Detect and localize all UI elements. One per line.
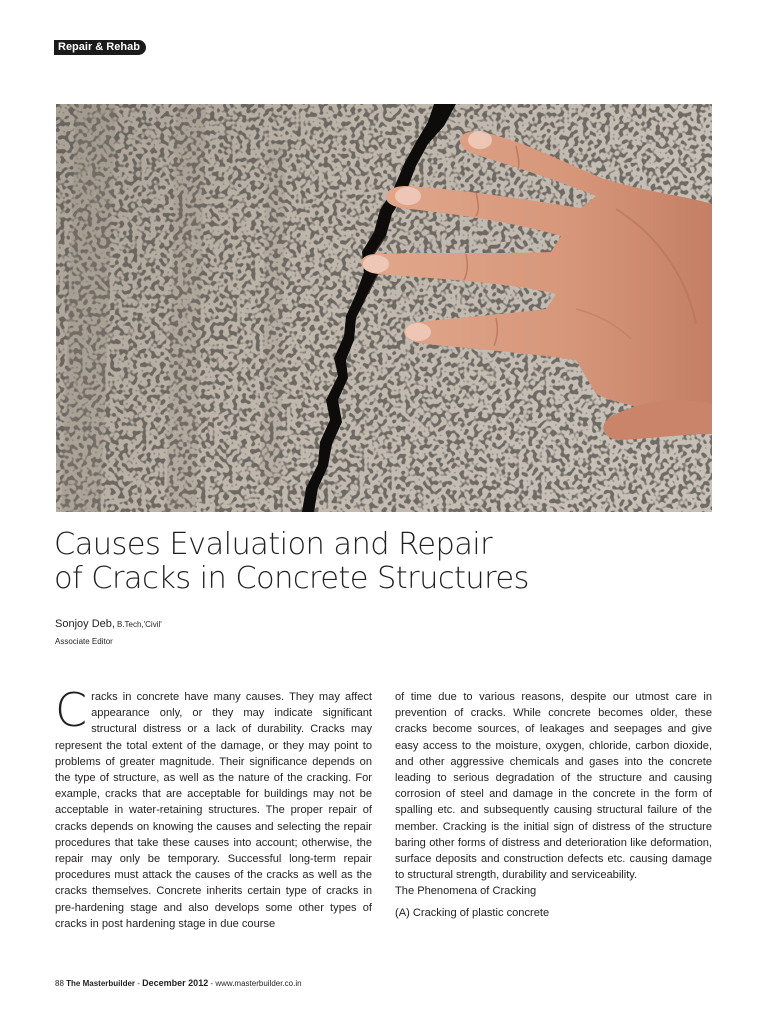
section-tag: Repair & Rehab	[54, 40, 146, 55]
title-line-1: Causes Evaluation and Repair	[54, 527, 493, 562]
page-number: 88	[55, 979, 64, 988]
sub-subheading: (A) Cracking of plastic concrete	[395, 906, 550, 919]
body-column-left	[55, 683, 372, 932]
footer-separator: -	[208, 979, 216, 988]
article-title	[54, 528, 714, 596]
continued-paragraph: of time due to various reasons, despite our utmost care in prevention of cracks. While concrete becomes older, these cracks become sources, of leakages and seepages and give easy access to the moisture, oxygen, chloride, carbon dioxide, and other aggressive chemicals and gases into the concrete leading to serious degradation of the structure and causing corrosion of steel and damage in the concrete in the form of spalling etc. and subsequently causing structural failure of the member. Cracking is the initial sign of distress of the structure baring other forms of distress and deterioration like deformation, surface deposits and construction defects etc. causing damage to structural strength, durability and serviceability.	[395, 691, 712, 882]
website-url: www.masterbuilder.co.in	[215, 979, 302, 988]
author-role: Associate Editor	[55, 637, 113, 646]
magazine-name: The Masterbuilder	[66, 979, 136, 988]
author-name: Sonjoy Deb,	[55, 618, 115, 630]
left-column-text: racks in concrete have many causes. They may affect appearance only, or they may indicate significant structural distress or a lack of durability. Cracks may represent the total extent of the damage, or they may point to problems of greater magnitude. Their significance depends on the type of structure, as well as the nature of the cracking. For example, cracks that are acceptable for buildings may not be acceptable in water-retaining structures. The proper repair of cracks depends on knowing the causes and selecting the repair procedures that take these causes into account; otherwise, the repair may only be temporary. Successful long-term repair procedures must attack the causes of the cracks as well as the cracks themselves. Concrete inherits certain type of cracks in pre-hardening stage and also develops some other types of cracks in post hardening stage in due course	[55, 691, 372, 930]
issue-date: December 2012	[142, 978, 209, 988]
footer-separator: -	[135, 979, 143, 988]
title-line-2: of Cracks in Concrete Structures	[54, 561, 529, 596]
subheading: The Phenomena of Cracking	[395, 885, 537, 898]
author-credentials: B.Tech,'Civil'	[116, 620, 162, 629]
hero-photo	[56, 104, 712, 512]
body-column-right	[395, 689, 712, 921]
intro-paragraph	[55, 683, 372, 932]
page-footer	[55, 978, 302, 988]
cracked-concrete-hand-image	[56, 104, 712, 512]
author-byline	[55, 618, 162, 630]
drop-cap: C	[55, 683, 88, 737]
